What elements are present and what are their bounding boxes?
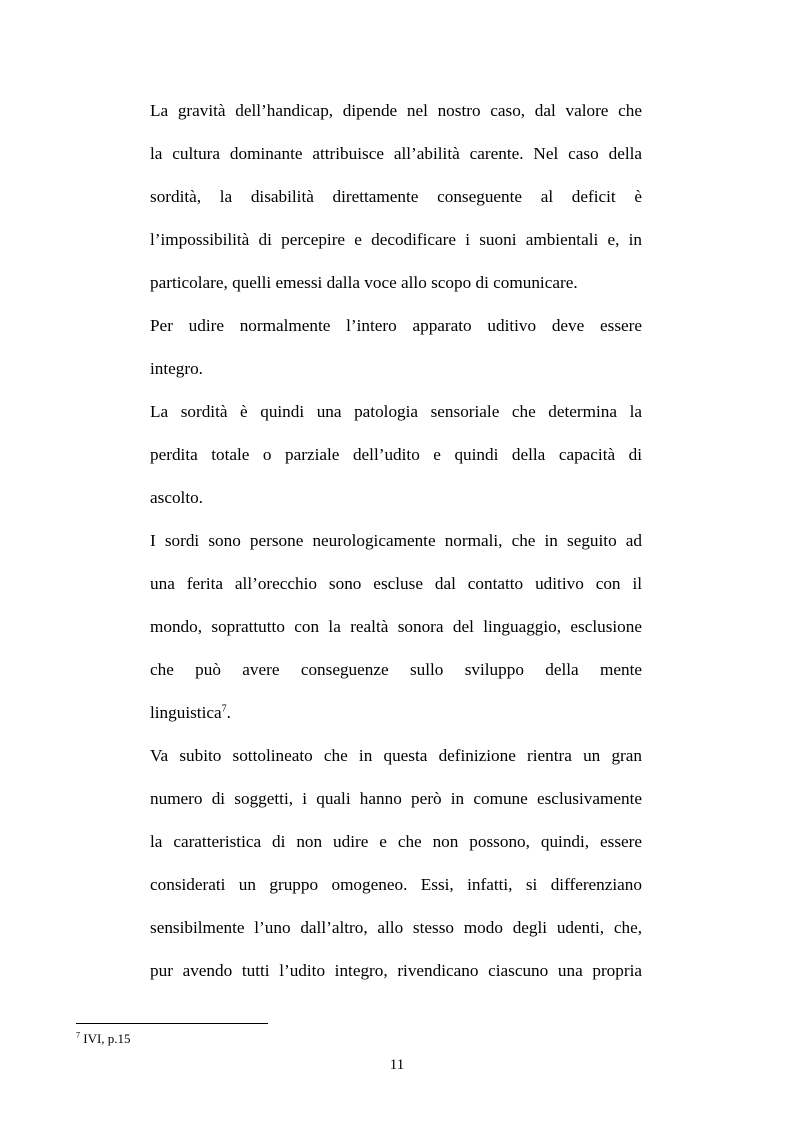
paragraph — [150, 89, 642, 304]
footnote-text: IVI, p.15 — [83, 1031, 131, 1046]
text-line: La sordità è quindi una patologia sensoriale che determina la — [150, 402, 642, 421]
text-line: ascolto. — [150, 488, 203, 507]
paragraph — [150, 390, 642, 519]
text-line: mondo, soprattutto con la realtà sonora del linguaggio, esclusione — [150, 617, 642, 636]
text-line: Per udire normalmente l’intero apparato uditivo deve essere — [150, 316, 642, 335]
text-line: sensibilmente l’uno dall’altro, allo stesso modo degli udenti, che, — [150, 918, 642, 937]
paragraph — [150, 519, 642, 734]
footnote-divider — [76, 1023, 268, 1024]
text-line: La gravità dell’handicap, dipende nel nostro caso, dal valore che — [150, 101, 642, 120]
text-line: sordità, la disabilità direttamente conseguente al deficit è — [150, 187, 642, 206]
text-fragment: . — [226, 703, 231, 722]
text-line: l’impossibilità di percepire e decodificare i suoni ambientali e, in — [150, 230, 642, 249]
page-number: 11 — [389, 1057, 405, 1073]
text-line: particolare, quelli emessi dalla voce allo scopo di comunicare. — [150, 273, 578, 292]
text-line: considerati un gruppo omogeneo. Essi, infatti, si differenziano — [150, 875, 642, 894]
text-line: la cultura dominante attribuisce all’abilità carente. Nel caso della — [150, 144, 642, 163]
text-line: perdita totale o parziale dell’udito e quindi della capacità di — [150, 445, 642, 464]
text-line — [150, 691, 642, 734]
text-line: la caratteristica di non udire e che non possono, quindi, essere — [150, 832, 642, 851]
text-line: numero di soggetti, i quali hanno però in comune esclusivamente — [150, 789, 642, 808]
text-line: integro. — [150, 359, 203, 378]
text-line: una ferita all’orecchio sono escluse dal contatto uditivo con il — [150, 574, 642, 593]
text-line: pur avendo tutti l’udito integro, rivendicano ciascuno una propria — [150, 961, 642, 980]
footnote — [76, 1031, 131, 1047]
footnote-reference[interactable]: 7 — [221, 703, 227, 715]
paragraph — [150, 734, 642, 992]
text-fragment: linguistica — [150, 703, 222, 722]
text-line: I sordi sono persone neurologicamente normali, che in seguito ad — [150, 531, 642, 550]
text-line: che può avere conseguenze sullo sviluppo della mente — [150, 660, 642, 679]
footnote-number: 7 — [76, 1030, 80, 1040]
body-text — [150, 89, 642, 992]
text-line: Va subito sottolineato che in questa definizione rientra un gran — [150, 746, 642, 765]
paragraph — [150, 304, 642, 390]
